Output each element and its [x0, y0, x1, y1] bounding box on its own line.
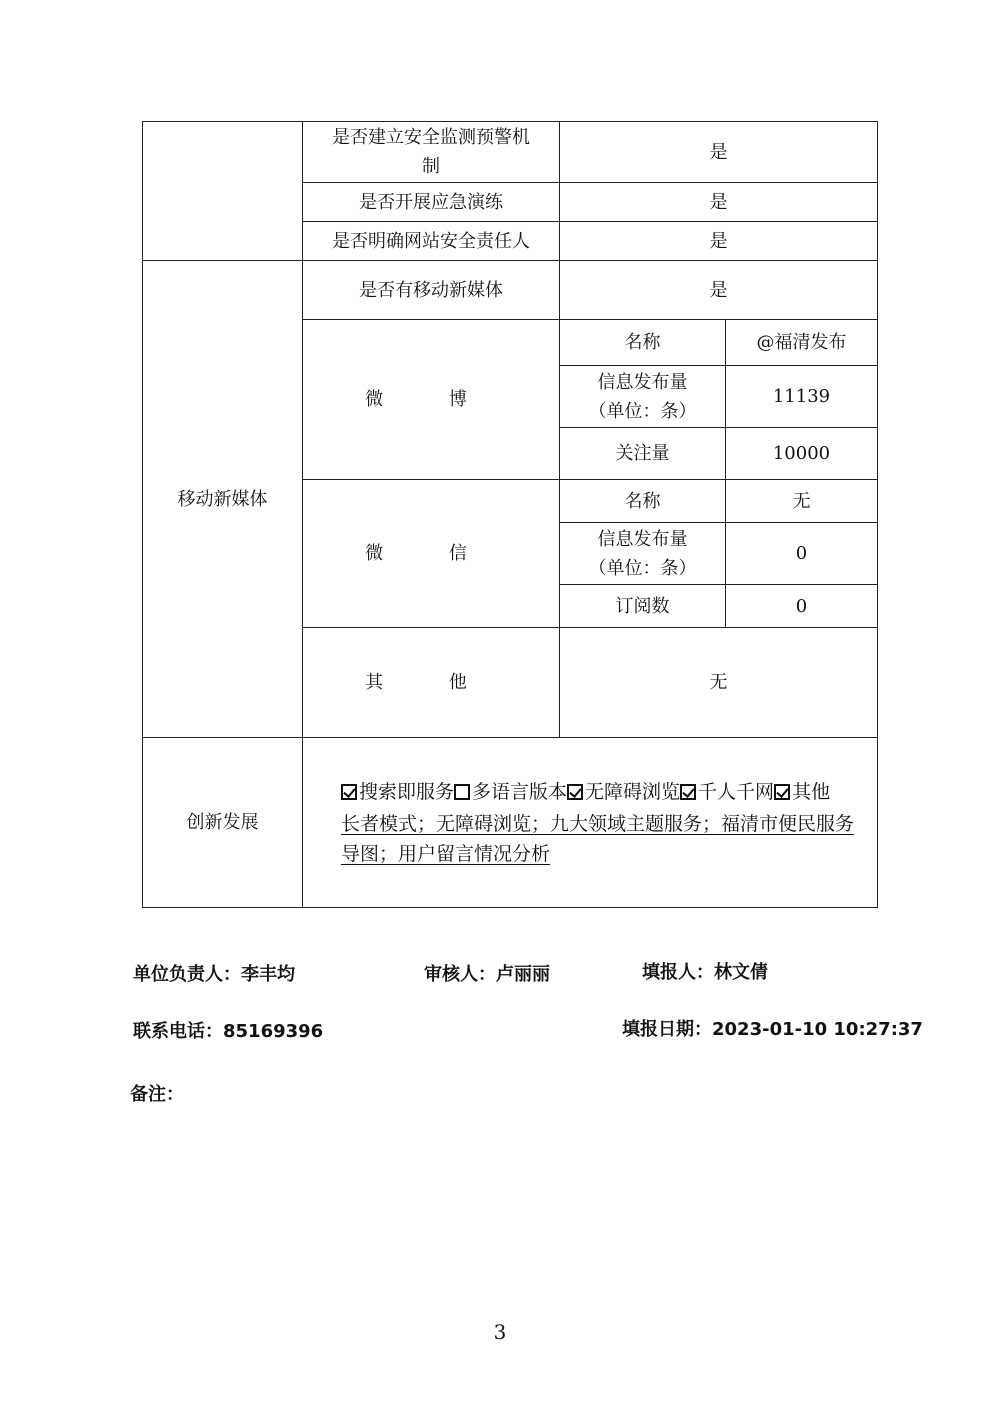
- wechat-subscribers-label: 订阅数: [560, 585, 726, 628]
- option-label: 其他: [792, 780, 831, 803]
- weibo-followers-value: 10000: [726, 428, 878, 480]
- option-label: 搜索即服务: [359, 780, 455, 803]
- other-label: 其 他: [303, 628, 560, 738]
- reviewer: 审核人：卢丽丽: [424, 964, 550, 985]
- security-section-cell: [143, 122, 303, 261]
- innovation-options: [341, 777, 869, 807]
- monitoring-label: 是否建立安全监测预警机制: [303, 122, 560, 183]
- weibo-label: 微 博: [303, 320, 560, 480]
- innovation-label: 创新发展: [143, 738, 303, 908]
- checkbox-unchecked-icon[interactable]: [454, 784, 470, 800]
- weibo-followers-label: 关注量: [560, 428, 726, 480]
- option-multilingual[interactable]: [454, 781, 567, 803]
- page-number: 3: [493, 1320, 507, 1344]
- option-label: 多语言版本: [472, 780, 568, 803]
- wechat-posts-value: 0: [726, 523, 878, 585]
- wechat-posts-label-line2: （单位：条）: [588, 557, 697, 579]
- weibo-posts-value: 11139: [726, 366, 878, 428]
- responsible-value: 是: [560, 222, 878, 261]
- innovation-content: [303, 738, 878, 908]
- drill-label: 是否开展应急演练: [303, 183, 560, 222]
- weibo-name-value: @福清发布: [726, 320, 878, 366]
- weibo-posts-label: [560, 366, 726, 428]
- option-label: 无障碍浏览: [585, 780, 681, 803]
- contact-phone: 联系电话：85169396: [133, 1021, 324, 1042]
- wechat-subscribers-value: 0: [726, 585, 878, 628]
- wechat-posts-label: [560, 523, 726, 585]
- responsible-label: 是否明确网站安全责任人: [303, 222, 560, 261]
- wechat-label: 微 信: [303, 480, 560, 628]
- innovation-other-details: 长者模式；无障碍浏览；九大领域主题服务；福清市便民服务导图；用户留言情况分析: [341, 812, 855, 865]
- checkbox-checked-icon[interactable]: [341, 784, 357, 800]
- option-label: 千人千网: [698, 780, 775, 803]
- filler: 填报人：林文倩: [642, 962, 768, 983]
- weibo-posts-label-line1: 信息发布量: [597, 371, 688, 393]
- option-search-service[interactable]: [341, 781, 454, 803]
- other-value: 无: [560, 628, 878, 738]
- checkbox-checked-icon[interactable]: [567, 784, 583, 800]
- option-accessibility[interactable]: [567, 781, 680, 803]
- checkbox-checked-icon[interactable]: [680, 784, 696, 800]
- wechat-name-value: 无: [726, 480, 878, 523]
- monitoring-value: 是: [560, 122, 878, 183]
- weibo-posts-label-line2: （单位：条）: [588, 400, 697, 422]
- option-personalized[interactable]: [680, 781, 774, 803]
- has-mobile-label: 是否有移动新媒体: [303, 261, 560, 320]
- remarks: 备注：: [130, 1084, 184, 1105]
- unit-head: 单位负责人：李丰均: [133, 964, 295, 985]
- option-other[interactable]: [774, 781, 830, 803]
- report-table: [142, 121, 878, 908]
- wechat-posts-label-line1: 信息发布量: [597, 528, 688, 550]
- has-mobile-value: 是: [560, 261, 878, 320]
- mobile-section-label: 移动新媒体: [143, 261, 303, 738]
- wechat-name-label: 名称: [560, 480, 726, 523]
- checkbox-checked-icon[interactable]: [774, 784, 790, 800]
- weibo-name-label: 名称: [560, 320, 726, 366]
- fill-date: 填报日期：2023-01-10 10:27:37: [622, 1019, 923, 1040]
- drill-value: 是: [560, 183, 878, 222]
